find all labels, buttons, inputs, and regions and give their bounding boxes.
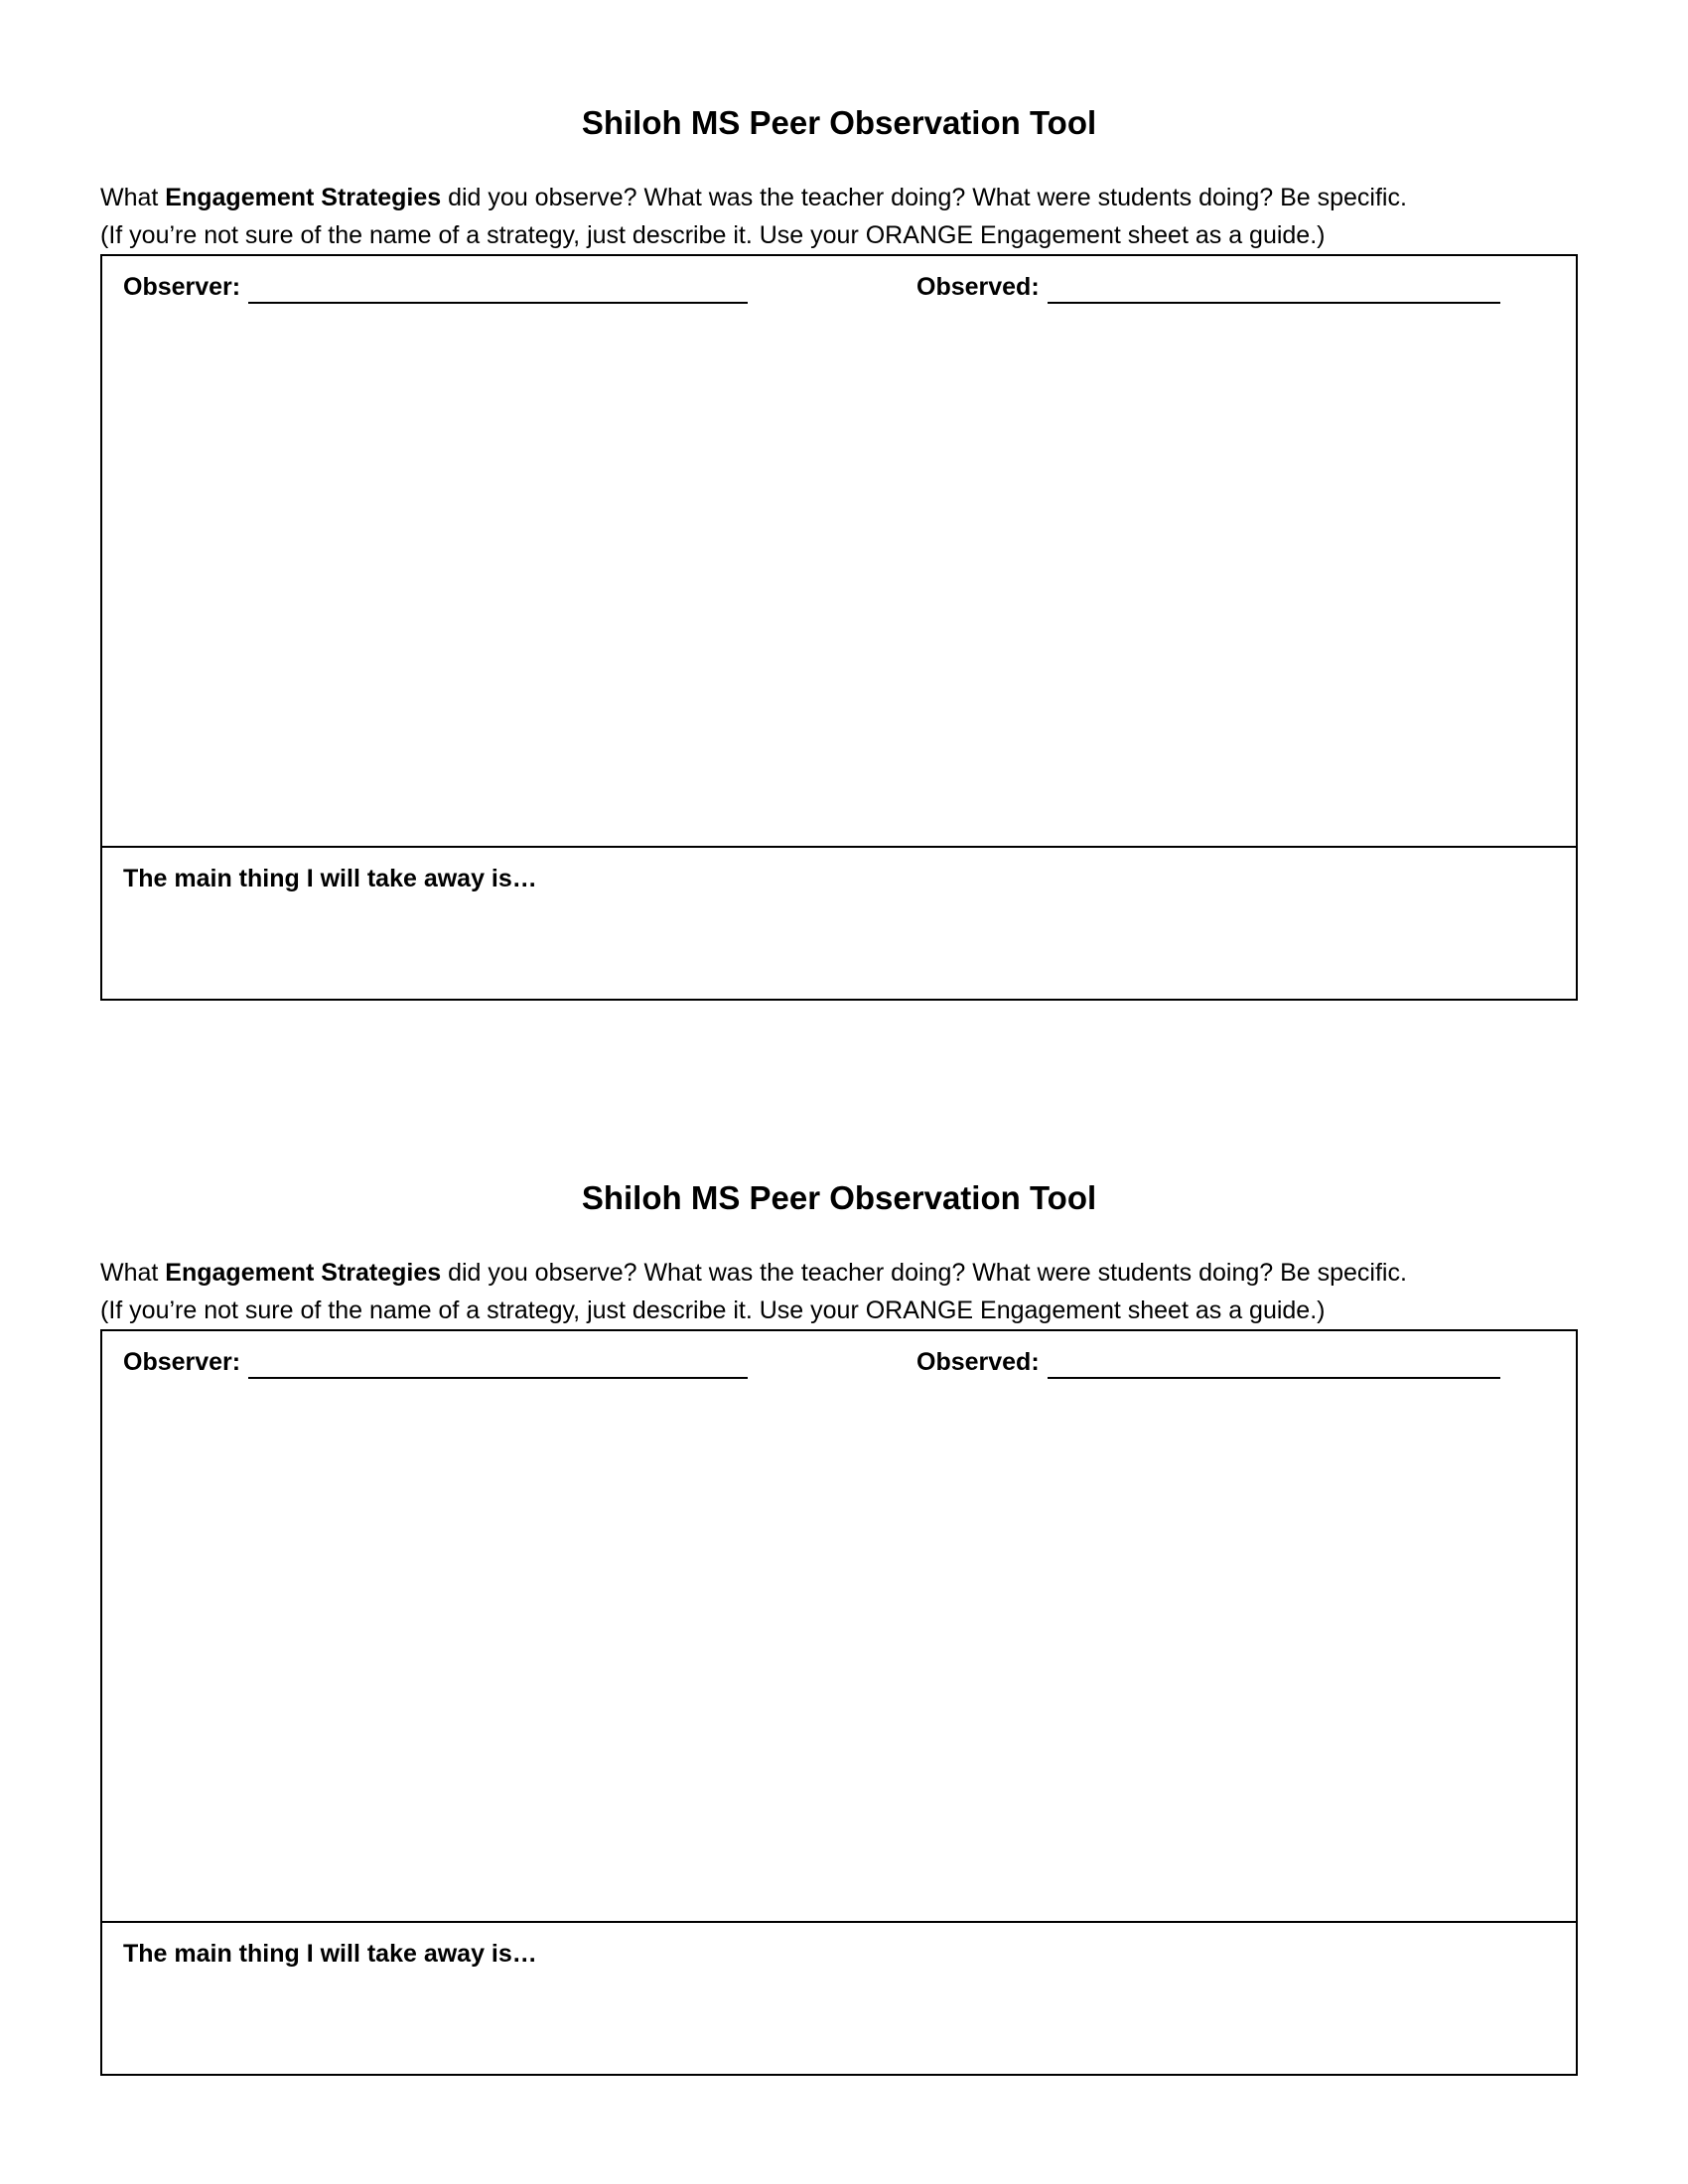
observation-notes-area[interactable] xyxy=(102,1331,1576,1923)
observation-box xyxy=(100,254,1578,1001)
instructions-line-1 xyxy=(100,1254,1578,1292)
takeaway-area[interactable] xyxy=(102,848,1576,999)
observed-blank[interactable] xyxy=(1048,276,1500,304)
observed-label: Observed: xyxy=(916,1348,1040,1376)
instructions-line-1 xyxy=(100,179,1578,216)
observation-box xyxy=(100,1329,1578,2076)
observation-form-1 xyxy=(100,99,1578,1001)
form-title: Shiloh MS Peer Observation Tool xyxy=(581,104,1097,141)
instructions-text: did you observe? What was the teacher doing? What were students doing? Be specific. xyxy=(441,1259,1407,1287)
takeaway-label: The main thing I will take away is… xyxy=(123,865,537,892)
instructions-text: did you observe? What was the teacher doing? What were students doing? Be specific. xyxy=(441,184,1407,211)
observer-label: Observer: xyxy=(123,273,241,301)
observer-blank[interactable] xyxy=(248,1351,748,1379)
instructions-line-2: (If you’re not sure of the name of a strategy, just describe it. Use your ORANGE Engagement sheet as a guide.) xyxy=(100,221,1326,249)
observer-label: Observer: xyxy=(123,1348,241,1376)
form-title: Shiloh MS Peer Observation Tool xyxy=(581,1179,1097,1216)
instructions-line-2: (If you’re not sure of the name of a strategy, just describe it. Use your ORANGE Engagement sheet as a guide.) xyxy=(100,1297,1326,1324)
observed-field xyxy=(916,270,1500,304)
instructions-emphasis: Engagement Strategies xyxy=(165,1259,442,1287)
observer-blank[interactable] xyxy=(248,276,748,304)
observed-label: Observed: xyxy=(916,273,1040,301)
observer-field xyxy=(123,270,748,304)
instructions xyxy=(100,1254,1578,1329)
takeaway-area[interactable] xyxy=(102,1923,1576,2074)
takeaway-label: The main thing I will take away is… xyxy=(123,1940,537,1968)
observed-field xyxy=(916,1345,1500,1379)
instructions-emphasis: Engagement Strategies xyxy=(165,184,442,211)
instructions xyxy=(100,179,1578,254)
instructions-text: What xyxy=(100,1259,166,1287)
observed-blank[interactable] xyxy=(1048,1351,1500,1379)
instructions-text: What xyxy=(100,184,166,211)
observation-form-2 xyxy=(100,1174,1578,2076)
observer-field xyxy=(123,1345,748,1379)
observation-notes-area[interactable] xyxy=(102,256,1576,848)
